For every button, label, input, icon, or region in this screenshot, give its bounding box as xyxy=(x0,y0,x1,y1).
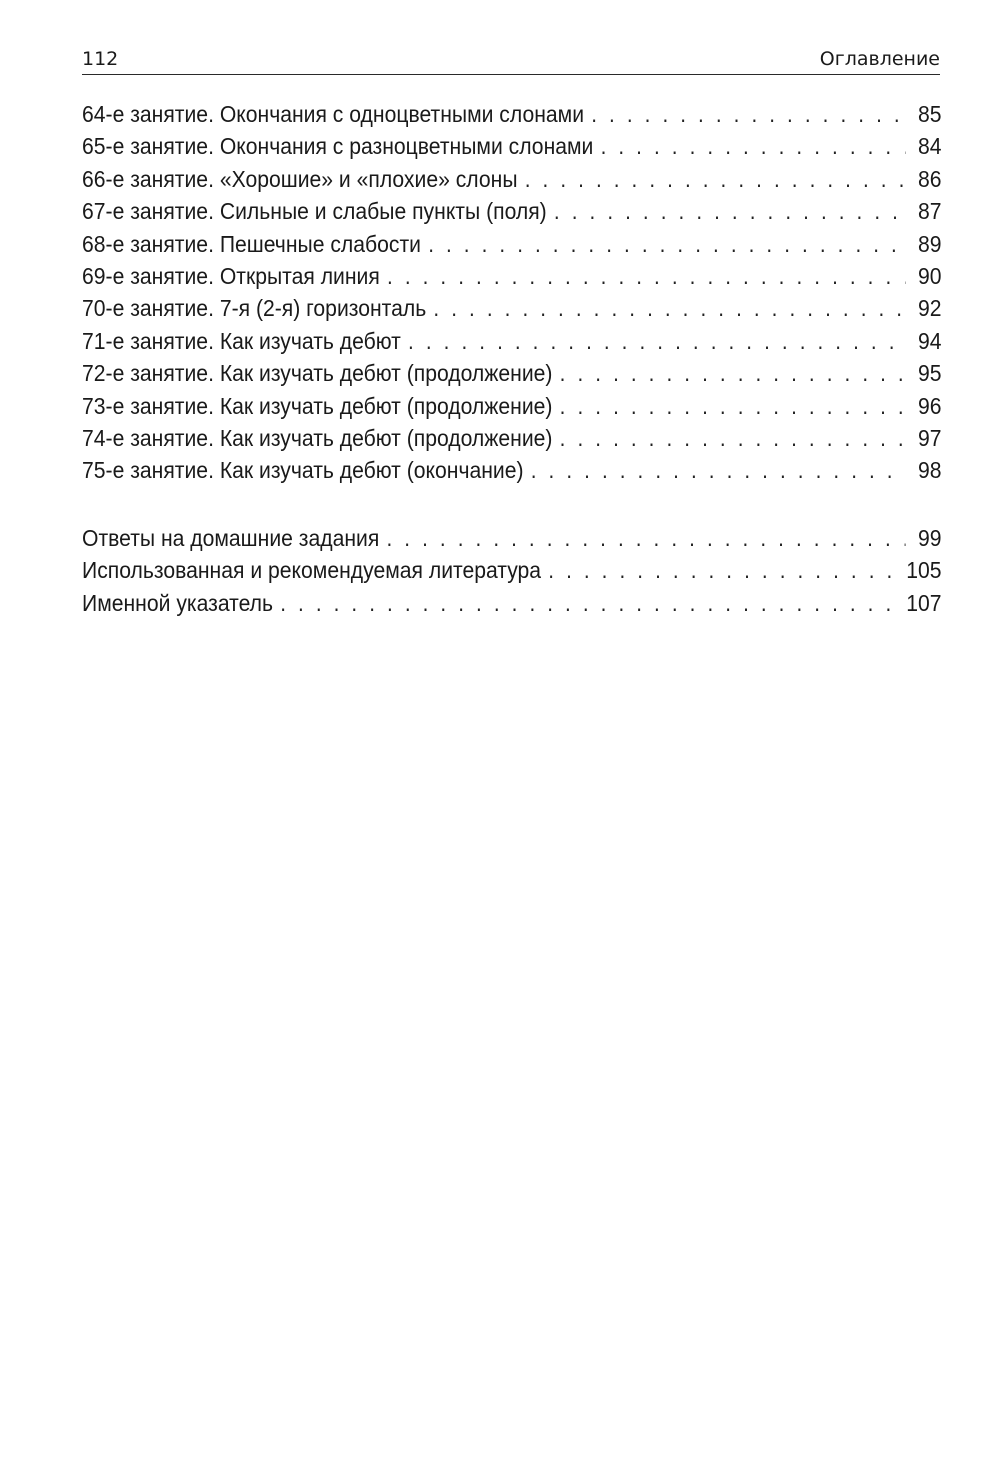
toc-entry-page: 98 xyxy=(917,457,942,484)
toc-entry[interactable] xyxy=(82,292,942,324)
dot-leader xyxy=(525,163,906,195)
toc-entry[interactable] xyxy=(82,195,942,227)
toc-entry-title: 66-е занятие. «Хорошие» и «плохие» слоны xyxy=(82,165,518,192)
toc-entry-page: 85 xyxy=(917,101,942,127)
toc-entry[interactable] xyxy=(82,390,942,422)
toc-entry-title: 70-е занятие. 7-я (2-я) горизонталь xyxy=(82,295,427,322)
toc-entry-page: 89 xyxy=(917,230,942,257)
toc-entry[interactable] xyxy=(82,228,942,260)
toc-entry-title: Именной указатель xyxy=(82,589,274,616)
dot-leader xyxy=(548,554,897,586)
dot-leader xyxy=(433,292,905,324)
toc-lessons xyxy=(82,98,942,487)
toc-entry[interactable] xyxy=(82,454,942,486)
toc-entry-page: 96 xyxy=(917,392,942,419)
dot-leader xyxy=(408,325,905,357)
toc-entry-title: 75-е занятие. Как изучать дебют (окончание) xyxy=(82,457,524,484)
dot-leader xyxy=(560,357,906,389)
dot-leader xyxy=(531,454,906,486)
page-header xyxy=(82,44,940,75)
section-title: Оглавление xyxy=(819,48,940,70)
toc-entry-page: 107 xyxy=(906,589,942,616)
toc-entry[interactable] xyxy=(82,554,942,586)
toc-entry-page: 105 xyxy=(906,557,942,584)
toc-entry-page: 94 xyxy=(917,327,942,354)
toc-entry-title: 68-е занятие. Пешечные слабости xyxy=(82,230,421,257)
dot-leader xyxy=(591,98,905,130)
toc-entry[interactable] xyxy=(82,325,942,357)
toc-entry[interactable] xyxy=(82,260,942,292)
dot-leader xyxy=(560,422,906,454)
toc-entry-title: 65-е занятие. Окончания с разноцветными слонами xyxy=(82,133,594,160)
toc-entry-page: 90 xyxy=(917,262,942,289)
toc-entry[interactable] xyxy=(82,587,942,619)
dot-leader xyxy=(554,195,906,227)
dot-leader xyxy=(387,522,906,554)
toc-entry-title: 69-е занятие. Открытая линия xyxy=(82,262,380,289)
toc-entry[interactable] xyxy=(82,357,942,389)
toc-entry-page: 99 xyxy=(917,525,942,551)
toc-entry[interactable] xyxy=(82,98,942,130)
toc-entry[interactable] xyxy=(82,130,942,162)
toc-entry-page: 97 xyxy=(917,424,942,451)
dot-leader xyxy=(428,228,905,260)
toc-entry[interactable] xyxy=(82,422,942,454)
toc-entry[interactable] xyxy=(82,163,942,195)
toc-entry-page: 84 xyxy=(917,133,942,160)
toc-entry-page: 92 xyxy=(917,295,942,322)
toc-entry-page: 87 xyxy=(917,198,942,225)
toc-entry[interactable] xyxy=(82,522,942,554)
dot-leader xyxy=(560,390,906,422)
toc-entry-title: 71-е занятие. Как изучать дебют xyxy=(82,327,401,354)
dot-leader xyxy=(280,587,897,619)
page-number: 112 xyxy=(82,48,119,70)
toc-entry-title: 67-е занятие. Сильные и слабые пункты (поля) xyxy=(82,198,547,225)
toc-entry-title: 64-е занятие. Окончания с одноцветными слонами xyxy=(82,101,585,127)
toc-entry-title: 72-е занятие. Как изучать дебют (продолжение) xyxy=(82,360,553,387)
toc-entry-page: 95 xyxy=(917,360,942,387)
toc-entry-title: Ответы на домашние задания xyxy=(82,525,380,551)
toc-entry-title: Использованная и рекомендуемая литература xyxy=(82,557,542,584)
toc-entry-page: 86 xyxy=(917,165,942,192)
toc-entry-title: 73-е занятие. Как изучать дебют (продолжение) xyxy=(82,392,553,419)
dot-leader xyxy=(601,130,906,162)
dot-leader xyxy=(387,260,905,292)
toc-appendix xyxy=(82,522,942,619)
toc-entry-title: 74-е занятие. Как изучать дебют (продолжение) xyxy=(82,424,553,451)
